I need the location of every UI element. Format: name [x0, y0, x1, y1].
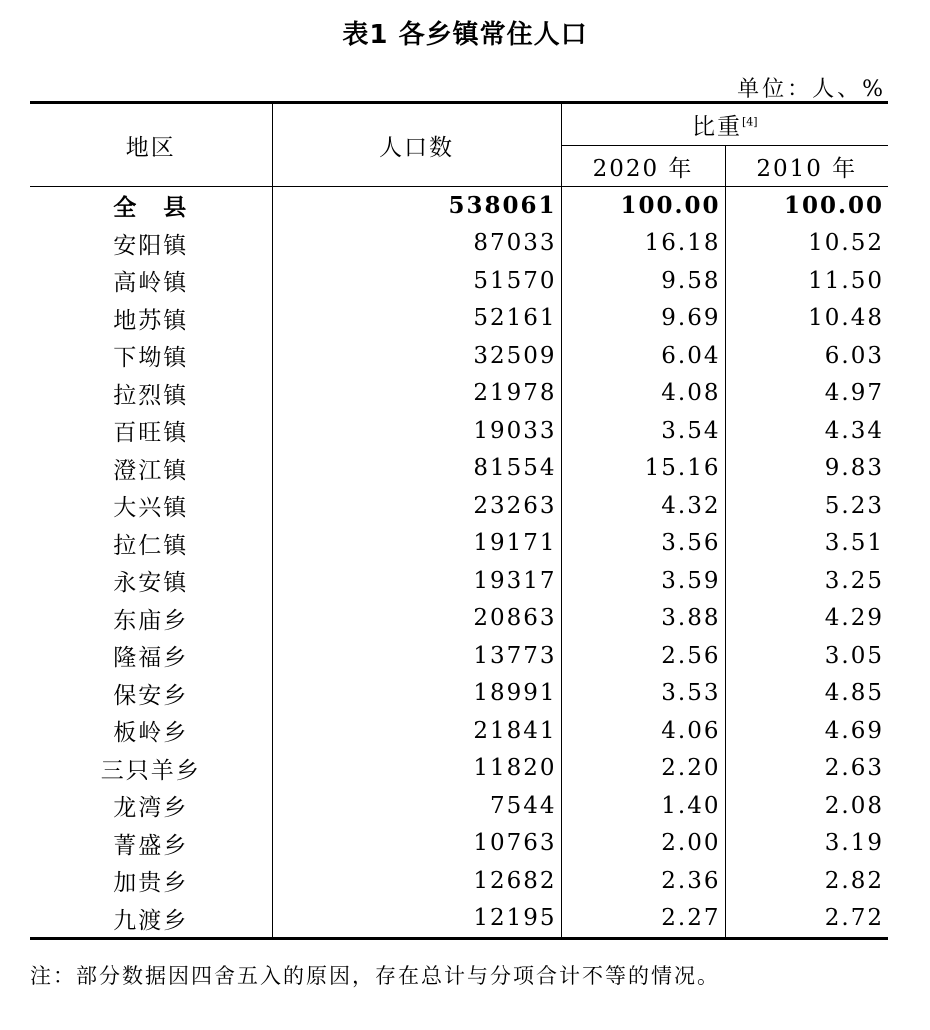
- cell-name: 澄江镇: [30, 450, 272, 488]
- population-table: [30, 101, 888, 940]
- cell-population: 23263: [272, 487, 561, 525]
- cell-population: 20863: [272, 600, 561, 638]
- cell-name: 拉烈镇: [30, 375, 272, 413]
- table-row: [30, 337, 888, 375]
- cell-share-2010: 2.72: [725, 900, 888, 939]
- cell-share-2020: 3.54: [561, 412, 725, 450]
- cell-name: 东庙乡: [30, 600, 272, 638]
- header-share: [561, 103, 888, 146]
- cell-population: 21841: [272, 712, 561, 750]
- table-row: [30, 600, 888, 638]
- cell-share-2020: 2.56: [561, 637, 725, 675]
- cell-name: 三只羊乡: [30, 750, 272, 788]
- cell-name: 下坳镇: [30, 337, 272, 375]
- cell-share-2010: 2.08: [824, 792, 884, 819]
- table-row: [30, 900, 888, 939]
- header-share-label: 比重: [691, 114, 742, 140]
- cell-population: 13773: [272, 637, 561, 675]
- cell-population: 51570: [272, 262, 561, 300]
- cell-share-2010: 10.48: [808, 305, 884, 332]
- table-title: 表1 各乡镇常住人口: [342, 20, 588, 50]
- table-row: [30, 675, 888, 713]
- table-row: [30, 262, 888, 300]
- cell-share-2010: 9.83: [824, 455, 884, 482]
- cell-population: 19317: [272, 562, 561, 600]
- cell-name: 九渡乡: [30, 900, 272, 939]
- cell-share-2020: 15.16: [561, 450, 725, 488]
- cell-share-2010: 4.85: [824, 680, 884, 707]
- cell-population: 18991: [272, 675, 561, 713]
- cell-share-2020: 4.06: [561, 712, 725, 750]
- cell-name: 地苏镇: [30, 300, 272, 338]
- cell-population: 32509: [272, 337, 561, 375]
- header-year-2020: 2020 年: [561, 146, 725, 187]
- cell-share-2010: 4.29: [824, 605, 884, 632]
- cell-population: 52161: [272, 300, 561, 338]
- header-population: 人口数: [272, 103, 561, 187]
- cell-share-2010: 3.25: [824, 567, 884, 594]
- table-row: [30, 787, 888, 825]
- cell-share-2020: 1.40: [561, 787, 725, 825]
- cell-population: 87033: [272, 225, 561, 263]
- cell-share-2010: 6.03: [824, 342, 884, 369]
- cell-share-2020: 16.18: [561, 225, 725, 263]
- cell-share-2010: 3.19: [824, 830, 884, 857]
- cell-share-2010: 4.69: [824, 717, 884, 744]
- cell-population: 19171: [272, 525, 561, 563]
- table-row: [30, 525, 888, 563]
- cell-share-2020: 3.59: [561, 562, 725, 600]
- cell-population: 12682: [272, 862, 561, 900]
- cell-share-2020: 4.08: [561, 375, 725, 413]
- table-row: [30, 750, 888, 788]
- cell-share-2010: 5.23: [824, 492, 884, 519]
- cell-name: 保安乡: [30, 675, 272, 713]
- cell-share-2020: 3.53: [561, 675, 725, 713]
- table-row: [30, 450, 888, 488]
- cell-share-2020: 3.56: [561, 525, 725, 563]
- header-share-footnote: [4]: [741, 115, 758, 129]
- cell-share-2010: 3.05: [824, 642, 884, 669]
- table-row-total: [30, 187, 888, 225]
- cell-population: 12195: [272, 900, 561, 939]
- table-header: [30, 103, 888, 187]
- header-year-2010: 2010 年: [725, 146, 888, 187]
- cell-share-2020: 2.27: [561, 900, 725, 939]
- cell-population: 21978: [272, 375, 561, 413]
- cell-share-2020: 6.04: [561, 337, 725, 375]
- table-row: [30, 300, 888, 338]
- cell-share-2020: 9.58: [561, 262, 725, 300]
- cell-population: 538061: [272, 187, 561, 225]
- cell-population: 10763: [272, 825, 561, 863]
- cell-name: 全 县: [30, 187, 272, 225]
- table-row: [30, 637, 888, 675]
- table-row: [30, 487, 888, 525]
- cell-share-2020: 2.20: [561, 750, 725, 788]
- cell-name: 安阳镇: [30, 225, 272, 263]
- cell-name: 加贵乡: [30, 862, 272, 900]
- table-row: [30, 225, 888, 263]
- footnote: 注：部分数据因四舍五入的原因，存在总计与分项合计不等的情况。: [30, 964, 720, 988]
- cell-share-2020: 9.69: [561, 300, 725, 338]
- cell-population: 7544: [272, 787, 561, 825]
- cell-population: 11820: [272, 750, 561, 788]
- cell-share-2020: 3.88: [561, 600, 725, 638]
- cell-share-2020: 2.00: [561, 825, 725, 863]
- table-row: [30, 412, 888, 450]
- table-row: [30, 562, 888, 600]
- cell-name: 隆福乡: [30, 637, 272, 675]
- cell-share-2020: 100.00: [561, 187, 725, 225]
- cell-share-2010: 4.97: [824, 380, 884, 407]
- cell-share-2010: 10.52: [808, 230, 884, 257]
- cell-population: 81554: [272, 450, 561, 488]
- cell-share-2010: 4.34: [824, 417, 884, 444]
- unit-label: 单位：人、%: [737, 77, 886, 102]
- cell-name: 菁盛乡: [30, 825, 272, 863]
- cell-population: 19033: [272, 412, 561, 450]
- table-row: [30, 825, 888, 863]
- cell-share-2020: 4.32: [561, 487, 725, 525]
- header-region: 地区: [30, 103, 272, 187]
- cell-name: 高岭镇: [30, 262, 272, 300]
- cell-share-2010: 100.00: [783, 192, 884, 220]
- cell-share-2010: 2.82: [824, 867, 884, 894]
- cell-name: 板岭乡: [30, 712, 272, 750]
- cell-name: 龙湾乡: [30, 787, 272, 825]
- cell-name: 拉仁镇: [30, 525, 272, 563]
- table-body: [30, 187, 888, 939]
- table-row: [30, 712, 888, 750]
- cell-share-2010: 2.63: [824, 755, 884, 782]
- table-row: [30, 375, 888, 413]
- cell-share-2020: 2.36: [561, 862, 725, 900]
- cell-share-2010: 3.51: [824, 530, 884, 557]
- cell-share-2010: 11.50: [808, 267, 884, 294]
- cell-name: 大兴镇: [30, 487, 272, 525]
- table-row: [30, 862, 888, 900]
- cell-name: 永安镇: [30, 562, 272, 600]
- cell-name: 百旺镇: [30, 412, 272, 450]
